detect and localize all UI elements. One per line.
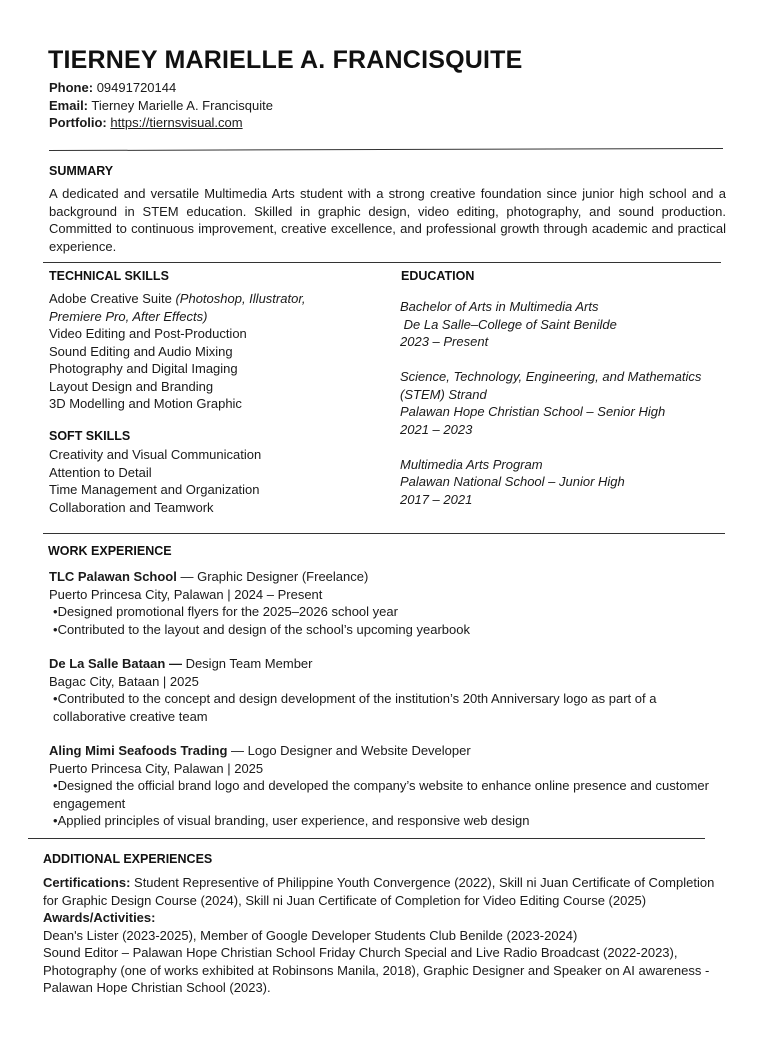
education-entry (400, 456, 730, 509)
skill-adobe-detail-1: (Photoshop, Illustrator, (175, 291, 306, 306)
soft-skill-item: Collaboration and Teamwork (49, 499, 214, 515)
additional-section (43, 874, 715, 997)
certifications-paragraph (43, 874, 715, 909)
job-bullet: • Applied principles of visual branding, user experience, and responsive web design (49, 812, 729, 830)
phone-line (49, 79, 273, 97)
technical-skills-list (49, 290, 379, 413)
job-bullet: • Contributed to the concept and design development of the institution’s 20th Anniversary logo as part of a collaborative creative team (49, 690, 729, 725)
job-org: TLC Palawan School (49, 569, 177, 584)
portfolio-line (49, 114, 273, 132)
work-experience-heading: WORK EXPERIENCE (48, 544, 172, 558)
phone-value: 09491720144 (96, 80, 177, 95)
skill-item: Sound Editing and Audio Mixing (49, 343, 233, 359)
education-heading: EDUCATION (401, 269, 475, 283)
job-role: — Logo Designer and Website Developer (227, 743, 471, 758)
email-line (49, 97, 273, 115)
job-entry (49, 742, 729, 830)
job-header (49, 742, 729, 760)
education-line: 2017 – 2021 (400, 491, 473, 507)
contact-block (49, 79, 273, 132)
skill-item: Layout Design and Branding (49, 378, 214, 394)
email-label: Email: (49, 97, 89, 113)
job-header (49, 655, 729, 673)
education-line: Science, Technology, Engineering, and Mathematics (400, 369, 702, 384)
education-line: Bachelor of Arts in Multimedia Arts (400, 299, 599, 314)
additional-heading: ADDITIONAL EXPERIENCES (43, 852, 213, 866)
portfolio-label: Portfolio: (49, 115, 107, 130)
job-role: Design Team Member (181, 656, 313, 671)
skill-item: Photography and Digital Imaging (49, 361, 238, 376)
education-line: De La Salle–College of Saint Benilde (400, 316, 617, 332)
education-line: Palawan National School – Junior High (400, 474, 625, 489)
job-org: De La Salle Bataan — (49, 656, 182, 671)
awards-label: Awards/Activities: (43, 910, 156, 925)
divider-summary (43, 262, 721, 263)
job-bullet: • Designed the official brand logo and developed the company’s website to enhance online presence and customer engagement (49, 777, 729, 812)
divider-header (49, 148, 723, 151)
soft-skill-item: Attention to Detail (49, 464, 152, 480)
portfolio-link[interactable]: https://tiernsvisual.com (110, 115, 243, 130)
soft-skill-item: Creativity and Visual Communication (49, 447, 262, 462)
certifications-text: Student Representive of Philippine Youth Convergence (2022), Skill ni Juan Certificate of Completion for Graphic Design Course (2024), Skill ni Juan Certificate of Completion for Video Editing Course (2025) (43, 875, 715, 908)
education-line: (STEM) Strand (400, 386, 487, 402)
job-bullet: • Designed promotional flyers for the 2025–2026 school year (49, 603, 729, 621)
job-location: Puerto Princesa City, Palawan | 2025 (49, 760, 264, 776)
certifications-label: Certifications: (43, 875, 131, 890)
skill-item (49, 290, 379, 308)
job-location: Bagac City, Bataan | 2025 (49, 673, 199, 689)
job-role: — Graphic Designer (Freelance) (176, 569, 369, 584)
skill-adobe: Adobe Creative Suite (49, 291, 176, 306)
email-value: Tierney Marielle A. Francisquite (91, 97, 273, 113)
job-entry (49, 568, 729, 638)
divider-skills (43, 533, 725, 534)
soft-skills-list (49, 446, 379, 516)
education-line: 2021 – 2023 (400, 421, 473, 437)
phone-label: Phone: (49, 80, 94, 95)
job-entry (49, 655, 729, 725)
divider-work (28, 838, 705, 839)
awards-line: Sound Editor – Palawan Hope Christian School Friday Church Special and Live Radio Broadcast (2022-2023), Photography (one of works exhibited at Robinsons Manila, 2018), Graphic Designer and Speaker on AI awareness - Palawan Hope Christian School (2023). (43, 945, 710, 995)
skill-adobe-detail-2: Premiere Pro, After Effects) (49, 308, 208, 324)
job-bullet: • Contributed to the layout and design of the school’s upcoming yearbook (49, 621, 729, 639)
job-org: Aling Mimi Seafoods Trading (49, 743, 228, 758)
soft-skill-item: Time Management and Organization (49, 482, 260, 497)
education-entry (400, 368, 730, 438)
summary-heading: SUMMARY (49, 164, 114, 178)
education-entry (400, 298, 730, 351)
technical-skills-heading: TECHNICAL SKILLS (49, 269, 169, 283)
education-line: Palawan Hope Christian School – Senior High (400, 404, 666, 419)
education-line: 2023 – Present (400, 334, 489, 349)
soft-skills-heading: SOFT SKILLS (49, 429, 131, 443)
skill-item: 3D Modelling and Motion Graphic (49, 396, 242, 411)
summary-text: A dedicated and versatile Multimedia Arts student with a strong creative foundation since junior high school and a background in STEM education. Skilled in graphic design, video editing, photography, and sound production. Committed to continuous improvement, creative excellence, and professional growth through academic and practical experience. (49, 186, 726, 254)
skill-item: Video Editing and Post-Production (49, 326, 247, 341)
awards-line: Dean's Lister (2023-2025), Member of Google Developer Students Club Benilde (2023-2024) (43, 927, 578, 943)
job-location: Puerto Princesa City, Palawan | 2024 – Present (49, 586, 323, 602)
education-list (400, 298, 730, 526)
candidate-name: TIERNEY MARIELLE A. FRANCISQUITE (48, 46, 523, 74)
education-line: Multimedia Arts Program (400, 456, 543, 472)
job-header (49, 568, 729, 586)
